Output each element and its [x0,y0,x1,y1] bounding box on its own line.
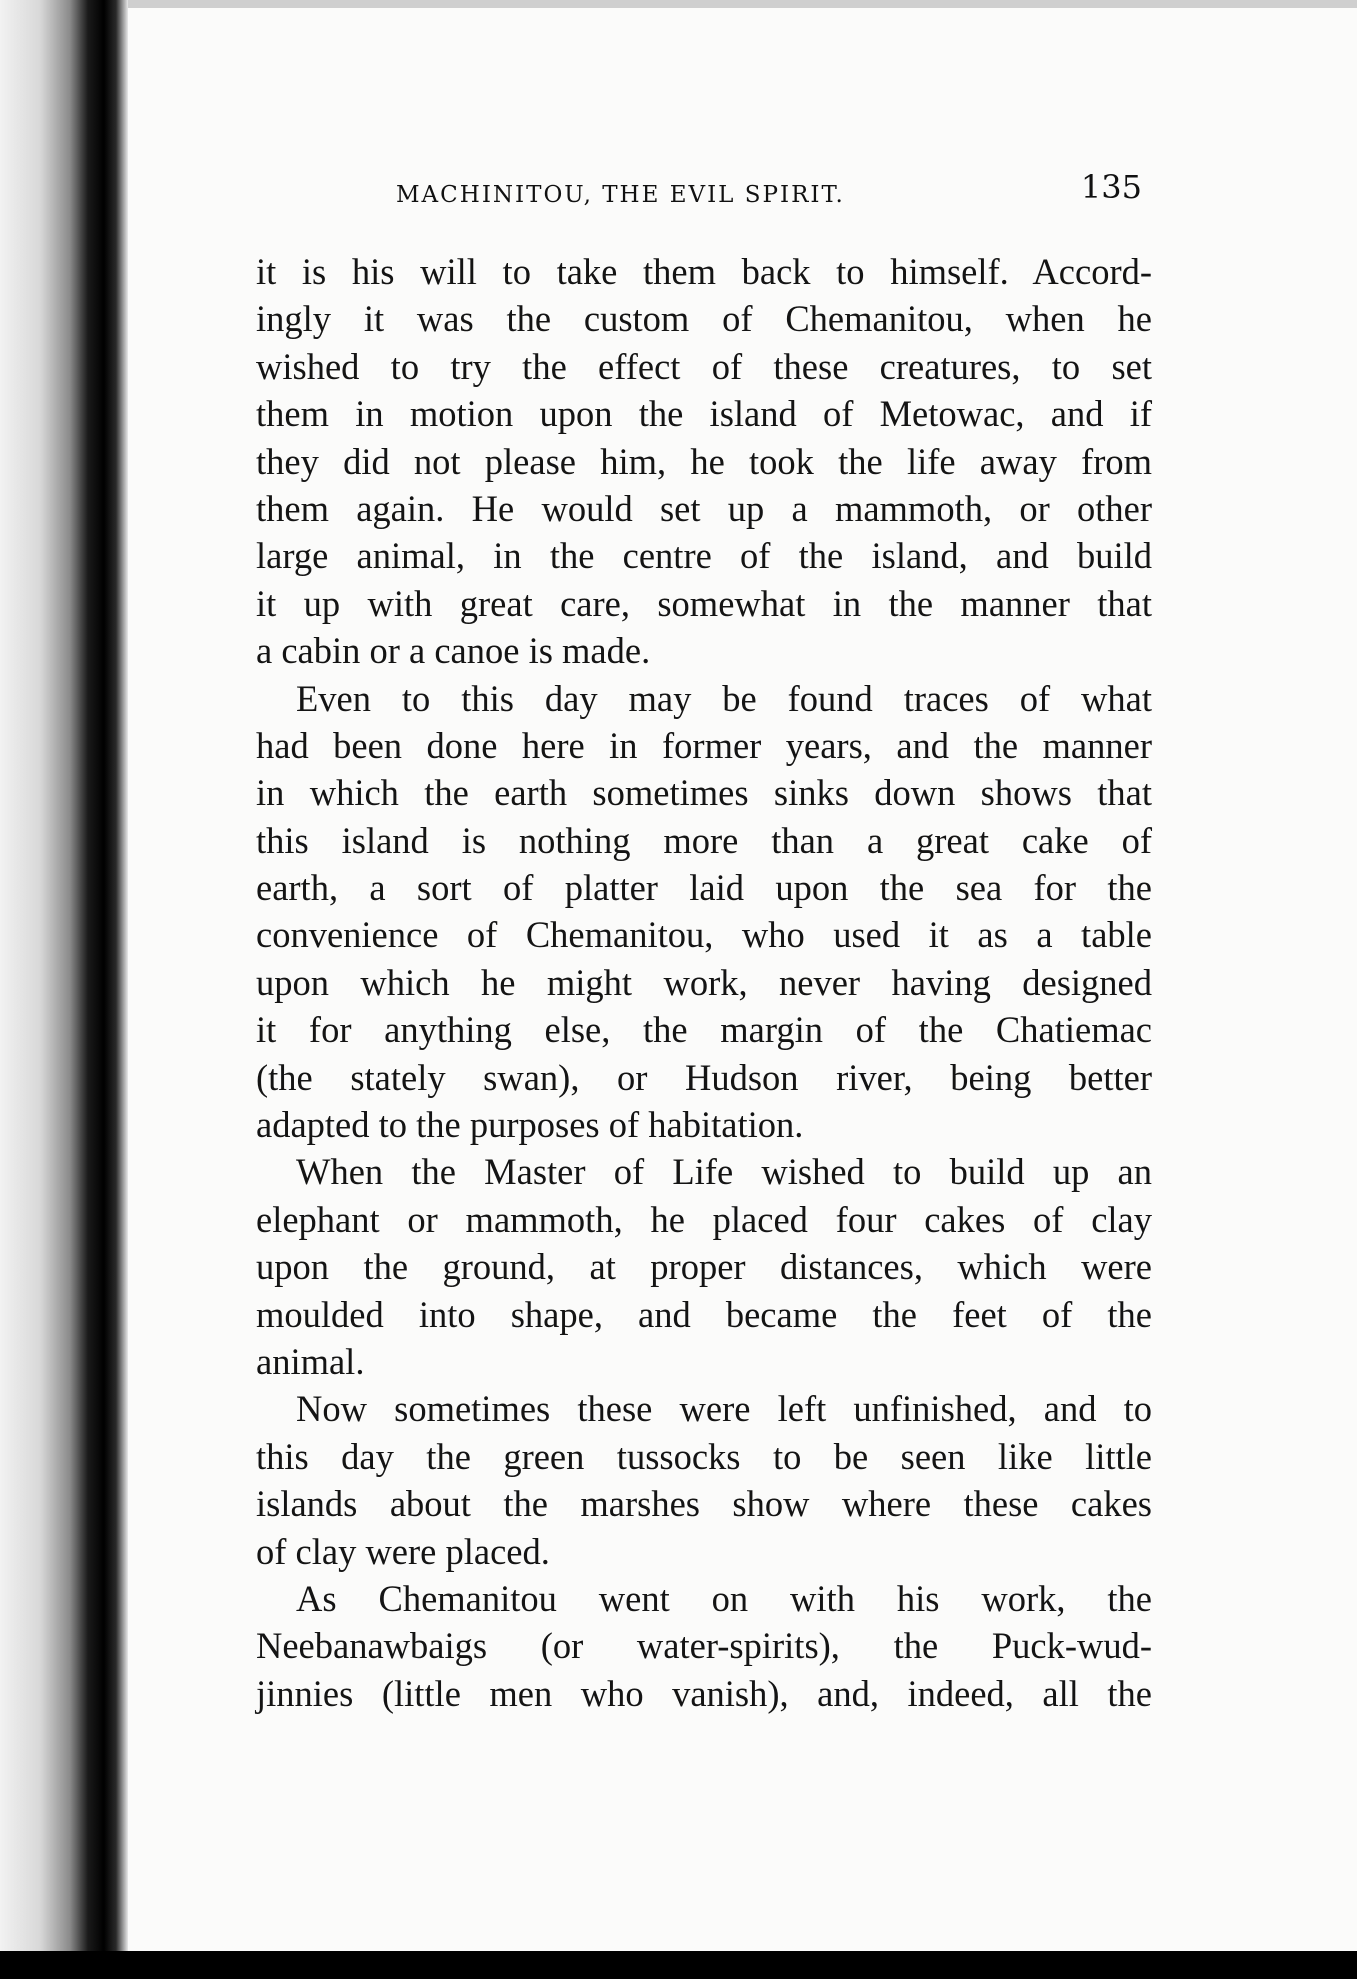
text-line: upon which he might work, never having designed [256,961,1152,1003]
paragraph-4 [256,1385,1152,1575]
text-line: this day the green tussocks to be seen like little [256,1435,1152,1477]
running-head: MACHINITOU, THE EVIL SPIRIT. [396,182,845,208]
text-line: jinnies (little men who vanish), and, indeed, all the [256,1672,1152,1714]
text-line: in which the earth sometimes sinks down shows that [256,772,1152,814]
text-line: upon the ground, at proper distances, which were [256,1246,1152,1288]
text-line: it for anything else, the margin of the Chatiemac [256,1009,1152,1051]
paragraph-5 [256,1575,1152,1717]
text-line: As Chemanitou went on with his work, the [296,1577,1152,1619]
text-line: them in motion upon the island of Metowac, and if [256,393,1152,435]
text-line: animal. [256,1340,365,1382]
text-line: Now sometimes these were left unfinished, and to [296,1388,1152,1430]
text-line: of clay were placed. [256,1530,550,1572]
text-line: convenience of Chemanitou, who used it as a table [256,914,1152,956]
text-line: moulded into shape, and became the feet of the [256,1293,1152,1335]
text-line: When the Master of Life wished to build up an [296,1151,1152,1193]
text-line: (the stately swan), or Hudson river, being better [256,1056,1152,1098]
page-header [396,168,1142,218]
text-line: Neebanawbaigs (or water-spirits), the Puck-wud- [256,1625,1152,1667]
text-line: them again. He would set up a mammoth, or other [256,487,1152,529]
paragraph-2 [256,675,1152,1149]
text-line: had been done here in former years, and the manner [256,724,1152,766]
text-line: ingly it was the custom of Chemanitou, when he [256,298,1152,340]
text-line: islands about the marshes show where these cakes [256,1483,1152,1525]
text-line: it up with great care, somewhat in the manner that [256,582,1152,624]
page-number: 135 [1080,168,1142,206]
text-line: large animal, in the centre of the island, and build [256,535,1152,577]
text-line: adapted to the purposes of habitation. [256,1104,804,1146]
scan-bottom-edge [0,1951,1357,1979]
text-line: it is his will to take them back to himself. Accord- [256,251,1152,292]
body-text [256,248,1152,1717]
text-line: Even to this day may be found traces of what [296,677,1152,719]
paragraph-3 [256,1148,1152,1385]
text-line: elephant or mammoth, he placed four cakes of clay [256,1198,1152,1240]
text-line: earth, a sort of platter laid upon the sea for the [256,867,1152,909]
paragraph-1 [256,248,1152,675]
text-line: they did not please him, he took the life away from [256,440,1152,482]
text-line: wished to try the effect of these creatures, to set [256,345,1152,387]
scan-top-edge [0,0,1357,8]
text-line: a cabin or a canoe is made. [256,630,651,672]
text-line: this island is nothing more than a great cake of [256,819,1152,861]
book-spine-shadow [0,0,128,1979]
